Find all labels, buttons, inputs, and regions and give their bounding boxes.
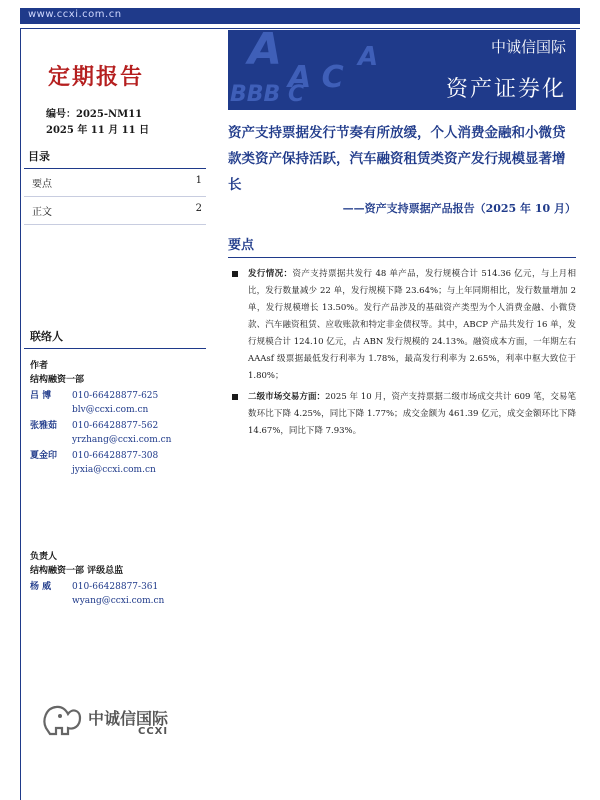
- bullet-text: 资产支持票据共发行 48 单产品，发行规模合计 514.36 亿元，与上月相比，发行数量减少 22 单，发行规模下降 23.64%；与上年同期相比，发行数量增加 2 单，发行规模增长 13.50%。发行产品涉及的基础资产类型为个人消费金融、小微贷款、汽车融资租赁、应收账款和特定非金债权等。其中，ABCP 产品共发行 16 单，发行规模合计 124.10 亿元，占 ABN 发行规模的 24.13%。融资成本方面，一年期左右 AAAsf 级票据最低发行利率为 1.78%，最高发行利率为 2.65%，利率中枢大致位于 1.80%；: [248, 269, 576, 381]
- banner-title: 资产证券化: [445, 77, 566, 102]
- contact-person: [30, 580, 206, 608]
- approver-dept: 结构融资一部 评级总监: [30, 566, 124, 576]
- logo-text-cn: 中诚信国际: [88, 709, 169, 728]
- banner-decoration-letters: BBB C: [230, 82, 305, 107]
- list-item: [228, 389, 576, 440]
- main-content: [228, 120, 576, 444]
- contact-phone: 010-66428877-361: [72, 582, 159, 592]
- authors-role: 作者: [30, 361, 49, 371]
- company-logo: [40, 702, 200, 742]
- contact-person: [30, 449, 206, 477]
- contact-email[interactable]: wyang@ccxi.com.cn: [72, 596, 165, 606]
- logo-text-en: CCXI: [138, 726, 169, 737]
- authors-dept: 结构融资一部: [30, 375, 85, 385]
- toc-item[interactable]: [24, 197, 206, 225]
- contact-phone: 010-66428877-562: [72, 421, 159, 431]
- website-url[interactable]: www.ccxi.com.cn: [28, 9, 122, 20]
- contact-person: [30, 389, 206, 417]
- contact-name: 杨 威: [30, 582, 52, 592]
- report-number: 编号：2025-NM11: [46, 109, 143, 120]
- banner-decoration-letters: A C: [288, 60, 344, 95]
- toc-item-label: 要点: [32, 179, 52, 190]
- left-rule: [20, 28, 21, 800]
- contact-email[interactable]: blv@ccxi.com.cn: [72, 405, 149, 415]
- bullet-text: 2025 年 10 月，资产支持票据二级市场成交共计 609 笔，交易笔数环比下降 4.25%，同比下降 1.77%；成交金额为 461.39 亿元，成交金额环比下降 14.67%，同比下降 7.93%。: [248, 392, 576, 436]
- contact-phone: 010-66428877-308: [72, 451, 159, 461]
- list-item: [228, 266, 576, 385]
- toc-item-page: 1: [195, 175, 202, 186]
- approver-role: 负责人: [30, 552, 58, 562]
- contact-phone: 010-66428877-625: [72, 391, 159, 401]
- report-title: 资产支持票据发行节奏有所放缓，个人消费金融和小微贷款类资产保持活跃，汽车融资租赁类资产发行规模显著增长: [228, 125, 566, 193]
- report-meta-panel: [24, 60, 206, 139]
- report-meta: [46, 107, 206, 139]
- elephant-logo-icon: [40, 702, 84, 738]
- contacts-title: 联络人: [24, 328, 206, 349]
- report-subtitle: ——资产支持票据产品报告（2025 年 10 月）: [342, 202, 576, 215]
- contact-name: 吕 博: [30, 391, 52, 401]
- contact-email[interactable]: jyxia@ccxi.com.cn: [72, 465, 156, 475]
- top-bar: [20, 8, 580, 24]
- toc-item-label: 正文: [32, 207, 52, 218]
- section-title: 要点: [228, 234, 576, 258]
- contacts-panel: [24, 328, 206, 477]
- banner-decoration-letters: A: [248, 30, 283, 75]
- contact-name: 夏金印: [30, 451, 58, 461]
- banner-brand: 中诚信国际: [490, 38, 566, 56]
- bullet-lead: 发行情况：: [248, 269, 293, 279]
- top-rule: [20, 28, 580, 29]
- report-type: 定期报告: [48, 64, 145, 90]
- contact-person: [30, 419, 206, 447]
- contact-email[interactable]: yrzhang@ccxi.com.cn: [72, 435, 172, 445]
- bullet-lead: 二级市场交易方面：: [248, 392, 326, 402]
- toc-item-page: 2: [195, 203, 202, 214]
- approver-block: [24, 550, 206, 608]
- header-banner: [228, 30, 576, 110]
- toc-title: 目录: [24, 148, 206, 169]
- report-date: 2025 年 11 月 11 日: [46, 125, 150, 136]
- highlights-list: [228, 266, 576, 440]
- table-of-contents: [24, 148, 206, 225]
- banner-decoration-letters: A: [358, 42, 379, 72]
- toc-item[interactable]: [24, 169, 206, 197]
- authors-block: [24, 359, 206, 477]
- contact-name: 张雅茹: [30, 421, 58, 431]
